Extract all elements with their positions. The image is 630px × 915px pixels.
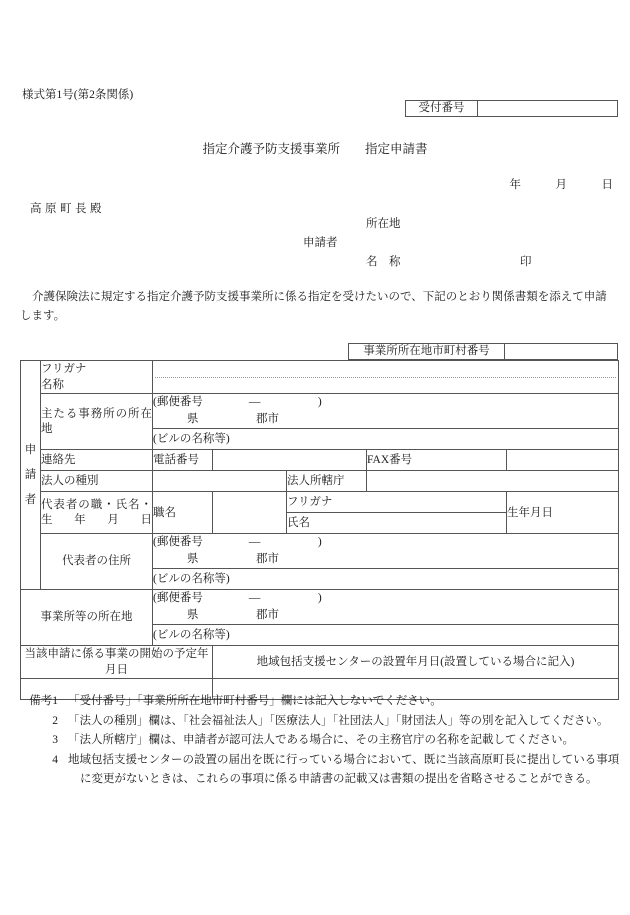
note-text: 「法人所轄庁」欄は、申請者が認可法人である場合に、その主務官庁の名称を記載してください。: [68, 734, 574, 746]
addressee: 高原町長殿: [30, 203, 105, 215]
label-furigana-name: [41, 361, 153, 394]
value-corp-authority[interactable]: [367, 471, 619, 492]
prefecture-city-line: 県 郡市: [187, 609, 279, 621]
note-text-line2: に変更がないときは、これらの事項に係る申請書の記載又は書類の提出を省略させることができる。: [80, 773, 598, 785]
note-number: 4: [52, 753, 58, 766]
value-job-title[interactable]: [213, 492, 287, 534]
receipt-number-label: 受付番号: [406, 101, 478, 116]
value-phone[interactable]: [213, 450, 367, 471]
intro-paragraph: 介護保険法に規定する指定介護予防支援事業所に係る指定を受けたいので、下記のとおり関係書類を添えて申請します。: [20, 291, 607, 322]
note-number: 備考1: [29, 695, 58, 707]
vertical-label-char-2: 請: [24, 468, 37, 481]
note-text: 「法人の種別」欄は、「社会福祉法人」「医療法人」「社団法人」「財団法人」等の別を記入してください。: [68, 714, 609, 727]
seal-label: 印: [520, 256, 532, 268]
label-center-setup-date: 地域包括支援センターの設置年月日(設置している場合に記入): [213, 646, 619, 679]
value-fax[interactable]: [507, 450, 619, 471]
receipt-number-value[interactable]: [478, 101, 617, 116]
label-name: 名称: [41, 379, 64, 391]
label-start-date: 当該申請に係る事業の開始の予定年月日: [21, 646, 213, 679]
label-fax: FAX番号: [367, 450, 507, 471]
value-rep-address-postal[interactable]: [153, 534, 619, 569]
note-item: [22, 692, 622, 712]
value-office-address-postal[interactable]: [153, 590, 619, 625]
postal-code-line: (郵便番号 ― ): [153, 536, 322, 548]
municipality-number-box: [348, 343, 618, 360]
label-phone: 電話番号: [153, 450, 213, 471]
vertical-label-char-3: 者: [24, 493, 37, 506]
note-number: 3: [52, 734, 58, 746]
table-row: [21, 646, 619, 679]
form-code: 様式第1号(第2条関係): [22, 89, 134, 101]
value-main-office-postal[interactable]: [153, 394, 619, 429]
notes-section: [22, 692, 622, 790]
vertical-label-char-1: 申: [24, 443, 37, 456]
prefecture-city-line: 県 郡市: [187, 553, 279, 565]
municipality-number-label: 事業所所在地市町村番号: [349, 344, 505, 359]
municipality-number-value[interactable]: [505, 344, 617, 359]
table-row: [21, 394, 619, 429]
note-item: [22, 712, 622, 732]
table-row: [21, 361, 619, 394]
label-birth-date: 生年月日: [507, 492, 619, 534]
date-line: 年 月 日: [509, 179, 613, 191]
postal-code-line: (郵便番号 ― ): [153, 396, 322, 408]
value-furigana-name[interactable]: [153, 361, 619, 394]
label-office-address: 事業所等の所在地: [21, 590, 153, 646]
label-corp-type: 法人の種別: [41, 471, 153, 492]
table-row: [21, 471, 619, 492]
table-row: [21, 492, 619, 513]
value-office-address-building[interactable]: (ビルの名称等): [153, 625, 619, 646]
note-text: [68, 751, 622, 790]
table-row: [21, 450, 619, 471]
postal-code-line: (郵便番号 ― ): [153, 592, 322, 604]
prefecture-city-line: 県 郡市: [187, 413, 279, 425]
applicant-name-label: 名 称: [366, 256, 401, 268]
note-item: [22, 751, 622, 790]
applicant-signature-block: [0, 215, 630, 271]
label-main-office-address: 主たる事務所の所在地: [41, 394, 153, 450]
note-text-line1: 地域包括支援センターの設置の届出を既に行っている場合において、既に当該高原町長に提出している事項: [68, 753, 620, 766]
label-contact: 連絡先: [41, 450, 153, 471]
value-rep-address-building[interactable]: (ビルの名称等): [153, 569, 619, 590]
label-rep-furigana: フリガナ: [287, 492, 507, 513]
value-corp-type[interactable]: [153, 471, 287, 492]
label-rep-title-name-dob: 代表者の職・氏名・生年月日: [41, 492, 153, 534]
table-row: [21, 534, 619, 569]
document-title: 指定介護予防支援事業所 指定申請書: [202, 142, 428, 156]
label-rep-name: 氏名: [287, 513, 507, 534]
label-rep-address: 代表者の住所: [41, 534, 153, 590]
note-text: 「受付番号」「事業所所在地市町村番号」欄には記入しないでください。: [68, 695, 442, 707]
vertical-label-applicant: [21, 361, 41, 590]
applicant-location-label: 所在地: [366, 218, 401, 230]
table-row: [21, 590, 619, 625]
value-main-office-building[interactable]: (ビルの名称等): [153, 429, 619, 450]
applicant-label: 申請者: [303, 237, 338, 249]
label-furigana: フリガナ: [41, 363, 87, 375]
receipt-number-box: [405, 100, 618, 117]
application-table: [20, 360, 619, 700]
label-job-title: 職名: [153, 492, 213, 534]
note-item: [22, 731, 622, 751]
note-number: 2: [52, 714, 58, 727]
label-corp-authority: 法人所轄庁: [287, 471, 367, 492]
dotted-divider: [155, 377, 616, 378]
